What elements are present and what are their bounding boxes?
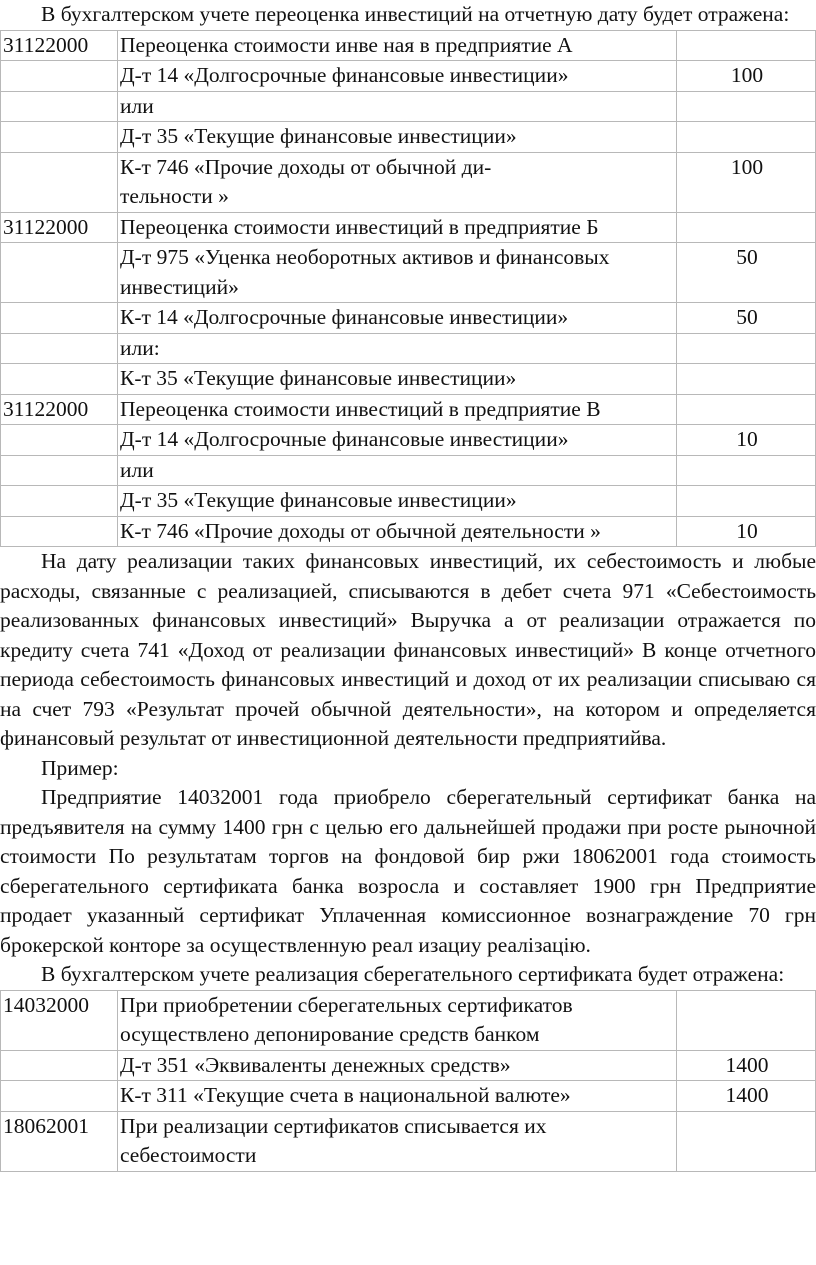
entry-description: К-т 746 «Прочие доходы от обычной деятельности » (118, 516, 677, 547)
table-row (1, 91, 816, 122)
entry-amount (677, 990, 816, 1050)
entry-description: или (118, 91, 677, 122)
entry-date: 31122000 (1, 212, 118, 243)
entry-amount (677, 30, 816, 61)
table-row (1, 243, 816, 303)
entry-date (1, 243, 118, 303)
entry-date (1, 1081, 118, 1112)
entry-amount: 10 (677, 425, 816, 456)
entry-description: К-т 746 «Прочие доходы от обычной ди- тельности » (118, 152, 677, 212)
entry-amount (677, 455, 816, 486)
entry-date (1, 122, 118, 153)
entry-amount (677, 364, 816, 395)
entry-description: или (118, 455, 677, 486)
entry-amount: 1400 (677, 1050, 816, 1081)
table-row (1, 1050, 816, 1081)
paragraph-example-label: Пример: (41, 755, 119, 780)
entry-date (1, 91, 118, 122)
entry-description: При приобретении сберегательных сертификатов осуществлено депонирование средств банком (118, 990, 677, 1050)
table-row (1, 990, 816, 1050)
table-row (1, 1111, 816, 1171)
intro-paragraph-1: В бухгалтерском учете переоценка инвестиций на отчетную дату будет отражена: (41, 2, 790, 26)
entry-description: или: (118, 333, 677, 364)
entry-description: К-т 311 «Текущие счета в национальной валюте» (118, 1081, 677, 1112)
entry-amount: 10 (677, 516, 816, 547)
entry-date (1, 303, 118, 334)
table-row (1, 364, 816, 395)
revaluation-table (0, 30, 816, 548)
table-row (1, 486, 816, 517)
table-row (1, 333, 816, 364)
certificate-table (0, 990, 816, 1172)
entry-date (1, 61, 118, 92)
entry-amount: 50 (677, 243, 816, 303)
paragraph-example: Предприятие 14032001 года приобрело сберегательный сертификат банка на предъявителя на сумму 1400 грн с целью его дальнейшей продажи при росте рыночной стоимости По результатам торгов на фондовой бир ржи 18062001 года стоимость сберегательного сертификата банка возросла и составляет 1900 грн Предприятие продает указанный сертификат Уплаченная комиссионное вознаграждение 70 грн брокерской конторе за осуществленную реал изациу реалізацію. (0, 785, 816, 957)
table-row (1, 122, 816, 153)
entry-amount (677, 1111, 816, 1171)
entry-amount (677, 333, 816, 364)
intro-paragraph-2: В бухгалтерском учете реализация сберегательного сертификата будет отражена: (41, 962, 785, 986)
entry-date (1, 516, 118, 547)
entry-date: 14032000 (1, 990, 118, 1050)
entry-amount: 100 (677, 61, 816, 92)
entry-description: Переоценка стоимости инвестиций в предприятие В (118, 394, 677, 425)
entry-amount (677, 122, 816, 153)
entry-description: При реализации сертификатов списывается их себестоимости (118, 1111, 677, 1171)
entry-amount (677, 486, 816, 517)
table-row (1, 425, 816, 456)
entry-description: К-т 35 «Текущие финансовые инвестиции» (118, 364, 677, 395)
entry-amount: 100 (677, 152, 816, 212)
entry-description: Переоценка стоимости инве ная в предприятие А (118, 30, 677, 61)
paragraph-realization: На дату реализации таких финансовых инвестиций, их себестоимость и любые расходы, связанные с реализацией, списываются в дебет счета 971 «Себестоимость реализованных финансовых инвестиций» Выручка а от реализации отражается по кредиту счета 741 «Доход от реализации финансовых инвестиций» В конце отчетного периода себестоимость финансовых инвестиций и доход от их реализации списываю ся на счет 793 «Результат прочей обычной деятельности», на котором и определяется финансовый результат от инвестиционной деятельности предприятийва. (0, 549, 816, 750)
entry-description: Д-т 351 «Эквиваленты денежных средств» (118, 1050, 677, 1081)
entry-description: Д-т 14 «Долгосрочные финансовые инвестиции» (118, 61, 677, 92)
entry-description: Д-т 35 «Текущие финансовые инвестиции» (118, 486, 677, 517)
entry-amount: 50 (677, 303, 816, 334)
entry-date (1, 455, 118, 486)
entry-date (1, 1050, 118, 1081)
entry-amount: 1400 (677, 1081, 816, 1112)
entry-date: 31122000 (1, 394, 118, 425)
entry-amount (677, 394, 816, 425)
entry-description: К-т 14 «Долгосрочные финансовые инвестиции» (118, 303, 677, 334)
entry-description: Д-т 975 «Уценка необоротных активов и финансовых инвестиций» (118, 243, 677, 303)
entry-description: Д-т 14 «Долгосрочные финансовые инвестиции» (118, 425, 677, 456)
entry-amount (677, 91, 816, 122)
table-row (1, 212, 816, 243)
entry-description: Переоценка стоимости инвестиций в предприятие Б (118, 212, 677, 243)
entry-date (1, 364, 118, 395)
table-row (1, 303, 816, 334)
table-row (1, 1081, 816, 1112)
table-row (1, 152, 816, 212)
entry-date (1, 425, 118, 456)
table-row (1, 61, 816, 92)
entry-date (1, 486, 118, 517)
table-row (1, 516, 816, 547)
entry-date (1, 152, 118, 212)
entry-description: Д-т 35 «Текущие финансовые инвестиции» (118, 122, 677, 153)
entry-date: 31122000 (1, 30, 118, 61)
entry-date: 18062001 (1, 1111, 118, 1171)
table-row (1, 394, 816, 425)
entry-date (1, 333, 118, 364)
entry-amount (677, 212, 816, 243)
table-row (1, 30, 816, 61)
table-row (1, 455, 816, 486)
